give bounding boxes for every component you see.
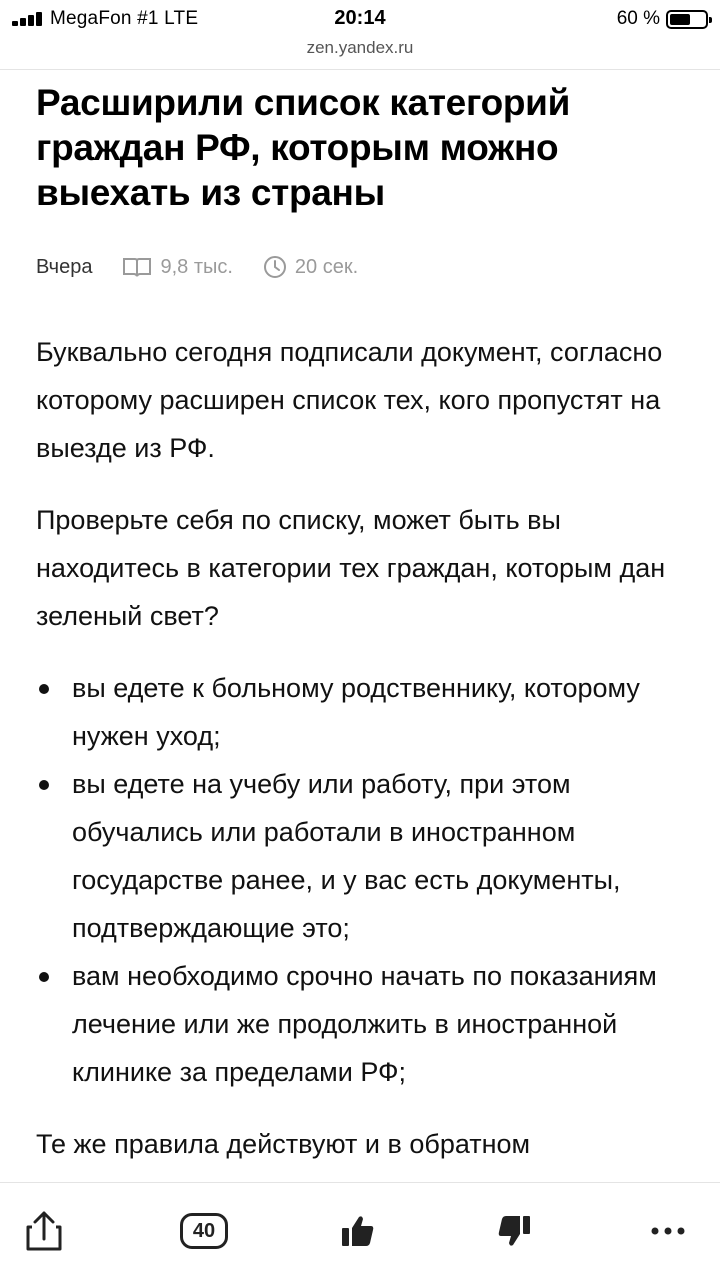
article-title: Расширили список категорий граждан РФ, которым можно выехать из страны — [36, 82, 571, 213]
list-item: вы едете к больному родственнику, которому нужен уход; — [36, 664, 696, 760]
book-icon — [122, 256, 152, 278]
more-icon — [650, 1226, 686, 1236]
views-stat — [122, 256, 232, 279]
battery-icon — [666, 10, 708, 29]
dislike-button[interactable] — [486, 1203, 542, 1259]
battery-percent: 60 % — [616, 8, 660, 29]
paragraph: Проверьте себя по списку, может быть вы находитесь в категории тех граждан, которым дан зеленый свет? — [36, 505, 666, 631]
share-icon — [24, 1209, 64, 1253]
bottom-action-bar — [0, 1182, 720, 1280]
paragraph: Буквально сегодня подписали документ, согласно которому расширен список тех, кого пропустят на выезде из РФ. — [36, 337, 663, 463]
like-button[interactable] — [330, 1203, 386, 1259]
comments-count: 40 — [192, 1219, 216, 1242]
like-icon — [340, 1213, 376, 1249]
comments-icon — [180, 1213, 228, 1249]
url-bar[interactable]: zen.yandex.ru — [306, 38, 414, 57]
publish-date: Вчера — [36, 255, 93, 278]
article-meta — [36, 254, 358, 280]
read-time-stat — [263, 255, 358, 279]
read-time: 20 сек. — [294, 255, 359, 278]
clock-icon — [263, 255, 287, 279]
divider — [0, 69, 720, 70]
bullet-list — [36, 664, 696, 1096]
clock: 20:14 — [334, 7, 386, 29]
comments-button[interactable] — [176, 1203, 232, 1259]
views-count: 9,8 тыс. — [160, 255, 233, 278]
status-bar — [0, 0, 720, 40]
list-item: вам необходимо срочно начать по показаниям лечение или же продолжить в иностранной клинике за пределами РФ; — [36, 952, 696, 1096]
list-item: вы едете на учебу или работу, при этом обучались или работали в иностранном государстве ранее, и у вас есть документы, подтверждающие это; — [36, 760, 696, 952]
share-button[interactable] — [16, 1203, 72, 1259]
paragraph: Те же правила действуют и в обратном — [36, 1129, 531, 1159]
dislike-icon — [496, 1213, 532, 1249]
more-button[interactable] — [640, 1203, 696, 1259]
article-body — [36, 328, 696, 1192]
carrier-label: MegaFon #1 LTE — [50, 8, 199, 29]
